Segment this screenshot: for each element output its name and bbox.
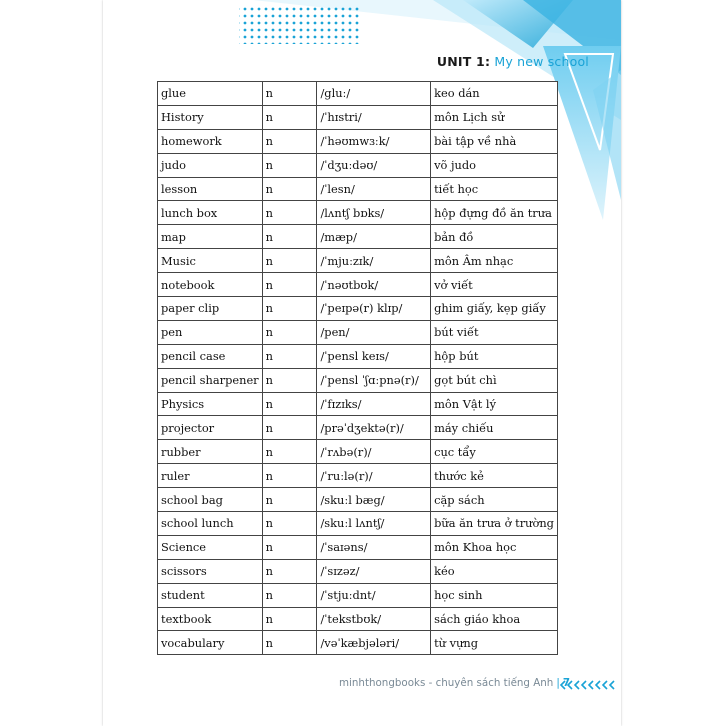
vocab-word: map bbox=[158, 225, 263, 249]
vocab-meaning: keo dán bbox=[431, 82, 558, 106]
vocab-word: notebook bbox=[158, 273, 263, 297]
vocab-pronunciation: /ˈrʌbə(r)/ bbox=[317, 440, 431, 464]
vocab-pronunciation: /ˈmjuːzɪk/ bbox=[317, 249, 431, 273]
vocab-meaning: tiết học bbox=[431, 177, 558, 201]
vocab-part-of-speech: n bbox=[262, 297, 317, 321]
table-row bbox=[158, 177, 558, 201]
vocab-part-of-speech: n bbox=[262, 129, 317, 153]
vocab-word: History bbox=[158, 105, 263, 129]
vocabulary-table-body bbox=[158, 82, 558, 655]
vocab-pronunciation: /lʌntʃ bɒks/ bbox=[317, 201, 431, 225]
vocab-part-of-speech: n bbox=[262, 225, 317, 249]
vocab-meaning: vở viết bbox=[431, 273, 558, 297]
table-row bbox=[158, 488, 558, 512]
table-row bbox=[158, 535, 558, 559]
table-row bbox=[158, 225, 558, 249]
table-row bbox=[158, 440, 558, 464]
vocab-word: homework bbox=[158, 129, 263, 153]
vocab-meaning: gọt bút chì bbox=[431, 368, 558, 392]
footer-brand: minhthongbooks - chuyên sách tiếng Anh bbox=[339, 677, 554, 689]
vocab-meaning: môn Lịch sử bbox=[431, 105, 558, 129]
vocab-meaning: bài tập về nhà bbox=[431, 129, 558, 153]
vocab-pronunciation: /ˈsɪzəz/ bbox=[317, 559, 431, 583]
vocab-meaning: hộp đựng đồ ăn trưa bbox=[431, 201, 558, 225]
vocab-pronunciation: /ˈruːlə(r)/ bbox=[317, 464, 431, 488]
table-row bbox=[158, 153, 558, 177]
vocab-pronunciation: /ˈsaɪəns/ bbox=[317, 535, 431, 559]
table-row bbox=[158, 82, 558, 106]
vocab-meaning: võ judo bbox=[431, 153, 558, 177]
page-number: 7 bbox=[562, 677, 570, 689]
vocab-pronunciation: /ˈstjuːdnt/ bbox=[317, 583, 431, 607]
vocab-word: paper clip bbox=[158, 297, 263, 321]
vocab-part-of-speech: n bbox=[262, 392, 317, 416]
vocab-part-of-speech: n bbox=[262, 105, 317, 129]
vocab-part-of-speech: n bbox=[262, 273, 317, 297]
vocab-word: scissors bbox=[158, 559, 263, 583]
vocab-word: lesson bbox=[158, 177, 263, 201]
vocab-meaning: cặp sách bbox=[431, 488, 558, 512]
vocab-pronunciation: /prəˈdʒektə(r)/ bbox=[317, 416, 431, 440]
vocab-word: vocabulary bbox=[158, 631, 263, 655]
table-row bbox=[158, 392, 558, 416]
vocab-meaning: từ vựng bbox=[431, 631, 558, 655]
vocab-meaning: ghim giấy, kẹp giấy bbox=[431, 297, 558, 321]
vocab-pronunciation: /ˈdʒuːdəʊ/ bbox=[317, 153, 431, 177]
vocab-part-of-speech: n bbox=[262, 559, 317, 583]
vocab-part-of-speech: n bbox=[262, 607, 317, 631]
vocab-pronunciation: /gluː/ bbox=[317, 82, 431, 106]
vocab-part-of-speech: n bbox=[262, 368, 317, 392]
vocab-word: school bag bbox=[158, 488, 263, 512]
table-row bbox=[158, 464, 558, 488]
vocab-pronunciation: /ˈlesn/ bbox=[317, 177, 431, 201]
vocab-meaning: máy chiếu bbox=[431, 416, 558, 440]
vocab-meaning: bản đồ bbox=[431, 225, 558, 249]
vocab-part-of-speech: n bbox=[262, 464, 317, 488]
vocab-pronunciation: /ˈfɪzɪks/ bbox=[317, 392, 431, 416]
chevron-decoration-icon bbox=[559, 680, 615, 690]
vocab-word: Science bbox=[158, 535, 263, 559]
vocab-pronunciation: /ˈpeɪpə(r) klɪp/ bbox=[317, 297, 431, 321]
vocab-pronunciation: /ˈpensl keɪs/ bbox=[317, 344, 431, 368]
vocab-word: rubber bbox=[158, 440, 263, 464]
vocab-part-of-speech: n bbox=[262, 440, 317, 464]
vocab-part-of-speech: n bbox=[262, 583, 317, 607]
vocab-word: pencil sharpener bbox=[158, 368, 263, 392]
vocab-part-of-speech: n bbox=[262, 416, 317, 440]
vocab-part-of-speech: n bbox=[262, 177, 317, 201]
table-row bbox=[158, 129, 558, 153]
vocab-word: student bbox=[158, 583, 263, 607]
vocab-word: lunch box bbox=[158, 201, 263, 225]
table-row bbox=[158, 512, 558, 536]
vocab-word: projector bbox=[158, 416, 263, 440]
vocab-meaning: sách giáo khoa bbox=[431, 607, 558, 631]
vocab-word: textbook bbox=[158, 607, 263, 631]
vocab-pronunciation: /ˈhɪstri/ bbox=[317, 105, 431, 129]
table-row bbox=[158, 320, 558, 344]
vocab-word: Music bbox=[158, 249, 263, 273]
vocab-pronunciation: /skuːl lʌntʃ/ bbox=[317, 512, 431, 536]
vocab-meaning: học sinh bbox=[431, 583, 558, 607]
vocab-word: glue bbox=[158, 82, 263, 106]
vocab-meaning: hộp bút bbox=[431, 344, 558, 368]
vocab-part-of-speech: n bbox=[262, 488, 317, 512]
vocab-part-of-speech: n bbox=[262, 512, 317, 536]
vocab-meaning: môn Âm nhạc bbox=[431, 249, 558, 273]
vocab-meaning: bút viết bbox=[431, 320, 558, 344]
vocab-pronunciation: /vəˈkæbjələri/ bbox=[317, 631, 431, 655]
vocabulary-table bbox=[157, 81, 558, 655]
vocab-pronunciation: /skuːl bæg/ bbox=[317, 488, 431, 512]
vocab-part-of-speech: n bbox=[262, 249, 317, 273]
vocab-word: pencil case bbox=[158, 344, 263, 368]
unit-title bbox=[437, 54, 589, 69]
vocab-meaning: thước kẻ bbox=[431, 464, 558, 488]
vocab-meaning: kéo bbox=[431, 559, 558, 583]
vocab-meaning: cục tẩy bbox=[431, 440, 558, 464]
vocab-word: ruler bbox=[158, 464, 263, 488]
vocab-part-of-speech: n bbox=[262, 153, 317, 177]
vocab-part-of-speech: n bbox=[262, 535, 317, 559]
book-page bbox=[103, 0, 621, 726]
unit-label: UNIT 1: bbox=[436, 54, 491, 69]
table-row bbox=[158, 344, 558, 368]
table-row bbox=[158, 607, 558, 631]
table-row bbox=[158, 631, 558, 655]
vocab-word: Physics bbox=[158, 392, 263, 416]
vocab-pronunciation: /ˈtekstbʊk/ bbox=[317, 607, 431, 631]
table-row bbox=[158, 368, 558, 392]
table-row bbox=[158, 273, 558, 297]
table-row bbox=[158, 583, 558, 607]
vocab-part-of-speech: n bbox=[262, 201, 317, 225]
table-row bbox=[158, 297, 558, 321]
vocab-pronunciation: /ˈhəʊmwɜːk/ bbox=[317, 129, 431, 153]
table-row bbox=[158, 105, 558, 129]
table-row bbox=[158, 201, 558, 225]
page-footer bbox=[339, 677, 570, 689]
vocab-word: school lunch bbox=[158, 512, 263, 536]
vocab-pronunciation: /mæp/ bbox=[317, 225, 431, 249]
footer-separator: | bbox=[556, 677, 560, 689]
vocab-meaning: bữa ăn trưa ở trường bbox=[431, 512, 558, 536]
vocab-part-of-speech: n bbox=[262, 320, 317, 344]
vocab-part-of-speech: n bbox=[262, 344, 317, 368]
vocab-word: pen bbox=[158, 320, 263, 344]
vocab-pronunciation: /ˈpensl ˈʃɑːpnə(r)/ bbox=[317, 368, 431, 392]
vocab-part-of-speech: n bbox=[262, 82, 317, 106]
vocab-pronunciation: /pen/ bbox=[317, 320, 431, 344]
table-row bbox=[158, 559, 558, 583]
vocab-pronunciation: /ˈnəʊtbʊk/ bbox=[317, 273, 431, 297]
table-row bbox=[158, 416, 558, 440]
vocab-word: judo bbox=[158, 153, 263, 177]
table-row bbox=[158, 249, 558, 273]
vocab-part-of-speech: n bbox=[262, 631, 317, 655]
vocab-meaning: môn Khoa học bbox=[431, 535, 558, 559]
vocab-meaning: môn Vật lý bbox=[431, 392, 558, 416]
unit-name: My new school bbox=[494, 54, 589, 69]
